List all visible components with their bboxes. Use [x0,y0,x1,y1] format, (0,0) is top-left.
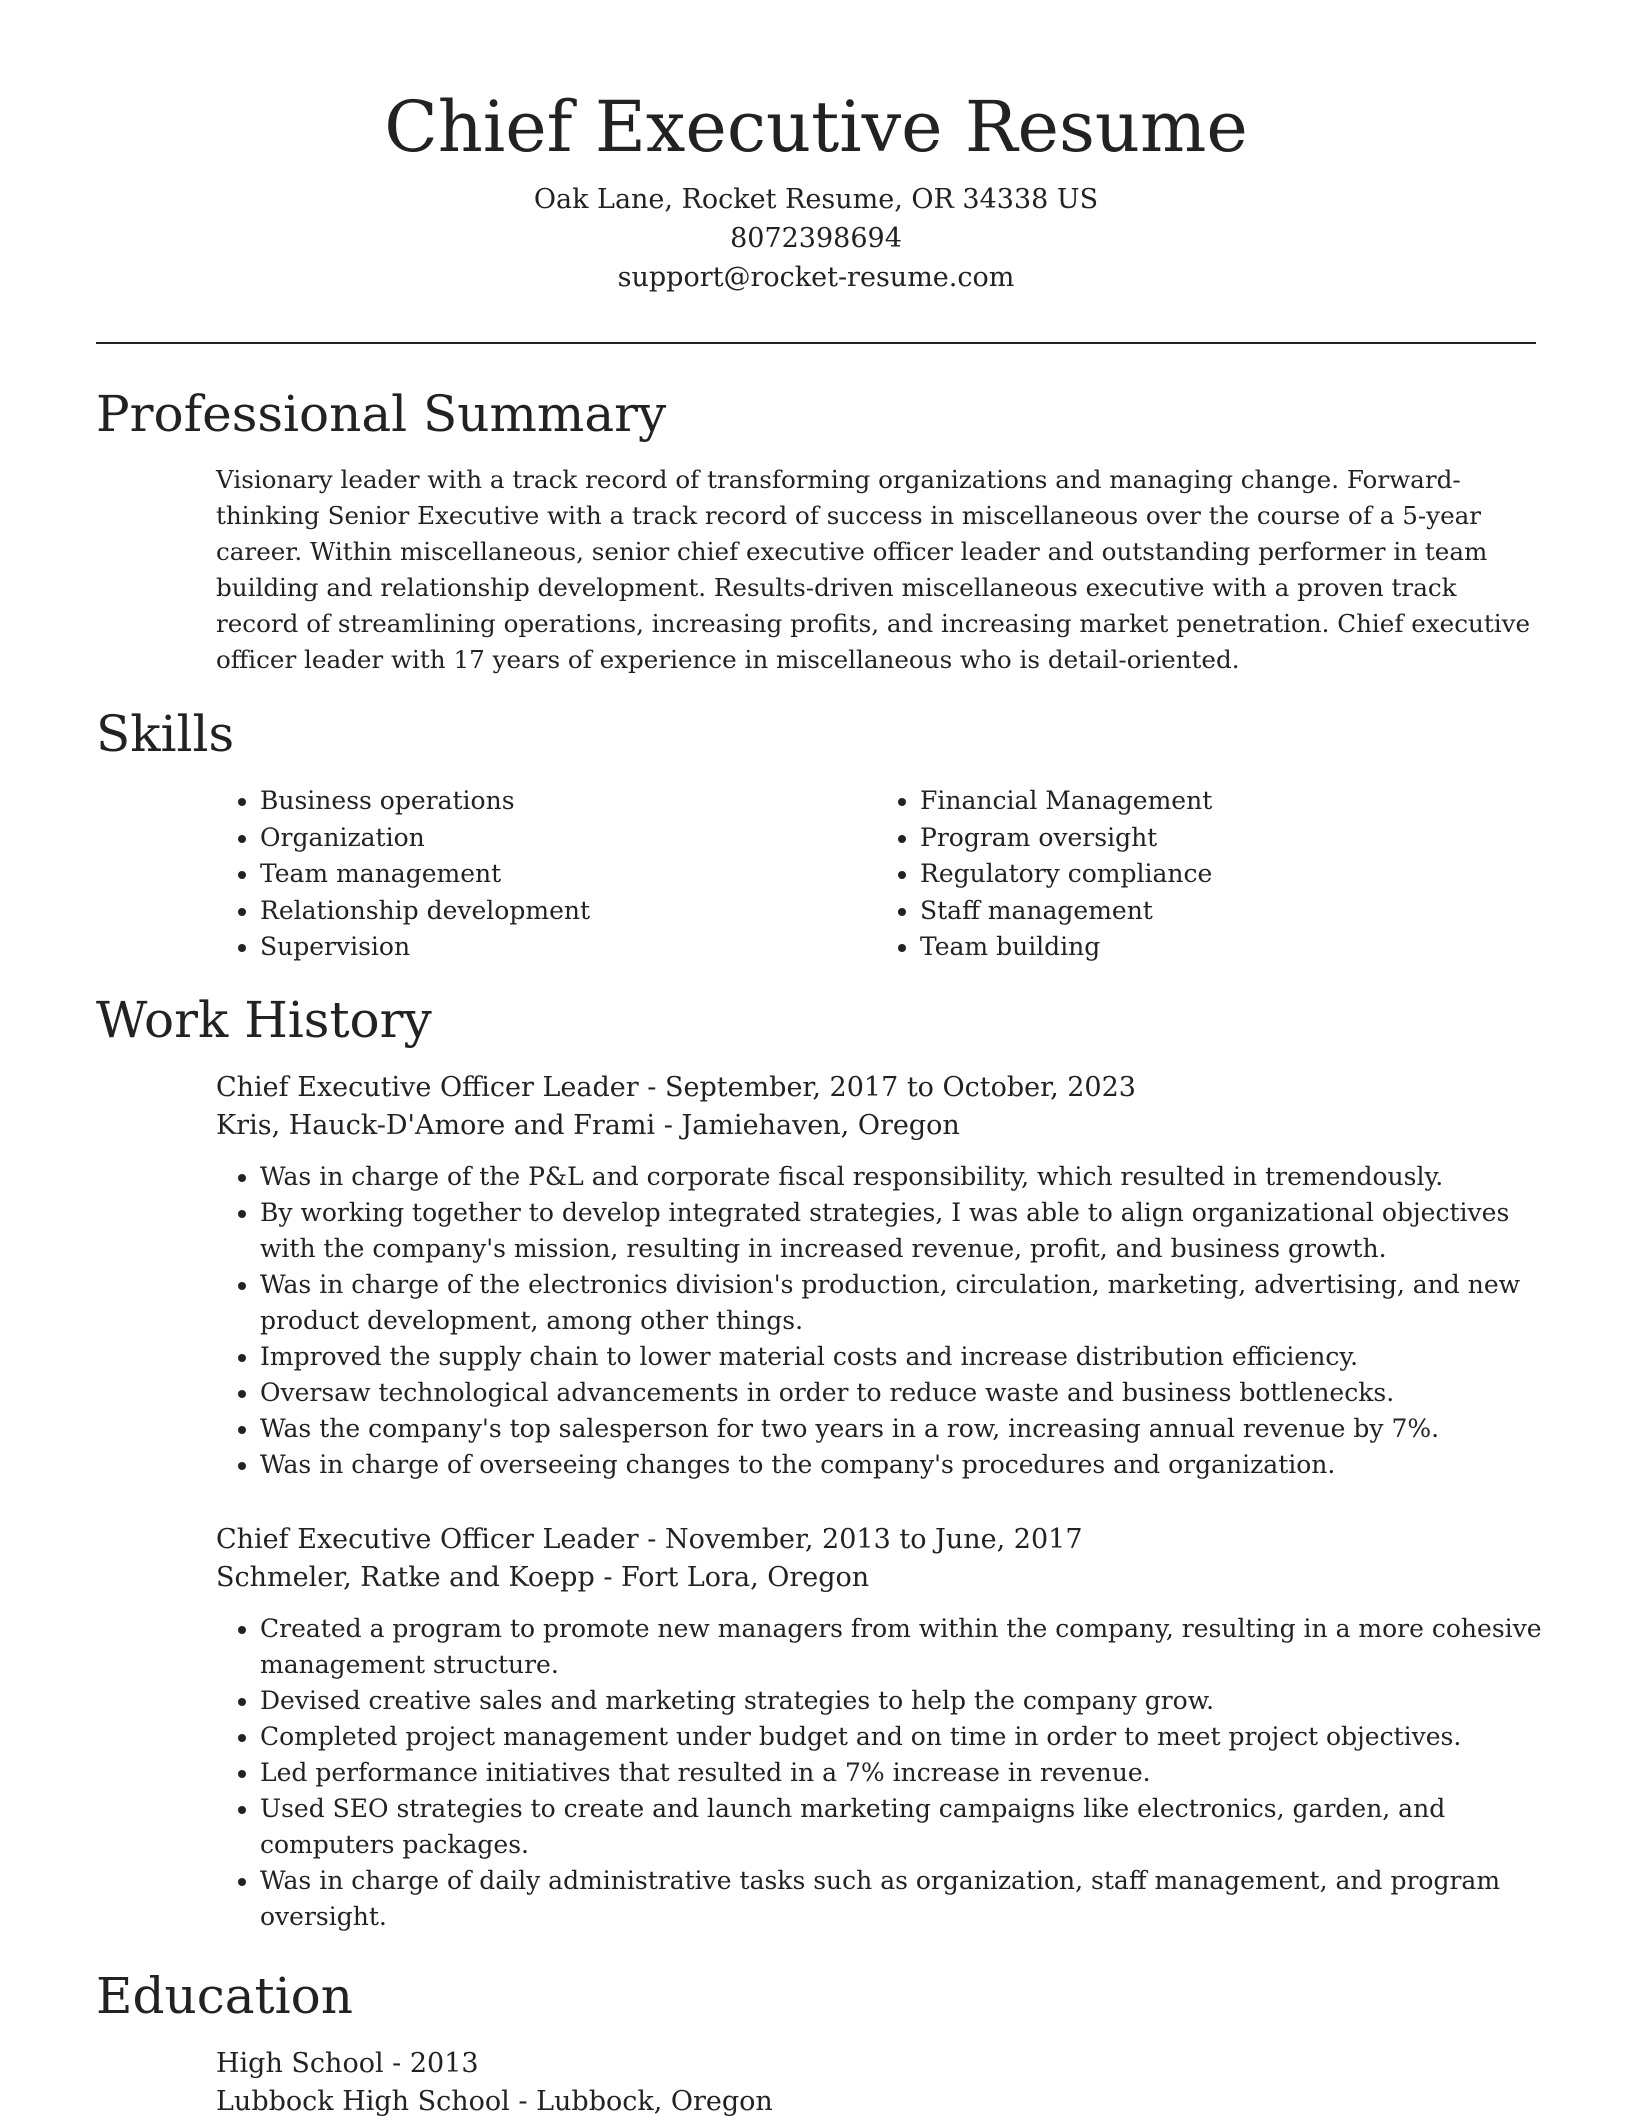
education-school-line [216,2083,1536,2121]
job-bullet: • Used SEO strategies to create and launch marketing campaigns like electronics, garden, and computers packages. [260,1791,1546,1863]
job-company: Schmeler, Ratke and Koepp [216,1562,595,1593]
job-title-line [216,1069,1546,1107]
job-bullet: • Improved the supply chain to lower material costs and increase distribution efficiency. [260,1339,1546,1375]
skill-item: • Team management [260,856,876,893]
contact-address: Oak Lane, Rocket Resume, OR 34338 US [533,184,1099,215]
job-bullet: • Devised creative sales and marketing strategies to help the company grow. [260,1683,1546,1719]
education-degree: High School [216,2048,384,2079]
education-location: - Lubbock, Oregon [509,2086,773,2117]
job-bullet: • Led performance initiatives that resulted in a 7% increase in revenue. [260,1755,1546,1791]
education-degree-line [216,2045,1536,2083]
summary-heading: Professional Summary [96,385,667,443]
job-company: Kris, Hauck-D'Amore and Frami [216,1110,656,1141]
header-divider [96,342,1536,344]
job-bullets [216,1611,1546,1935]
resume-header [96,82,1536,297]
job-dates: - September, 2017 to October, 2023 [638,1072,1136,1103]
work-history-heading: Work History [96,991,432,1049]
job-location: - Jamiehaven, Oregon [655,1110,960,1141]
skill-item: • Relationship development [260,893,876,930]
job-entry [216,1521,1546,1935]
job-position: Chief Executive Officer Leader [216,1072,639,1103]
skill-item: • Staff management [920,893,1536,930]
summary-text: Visionary leader with a track record of transforming organizations and managing change. Forward-thinking Senior Executive with a track record of success in miscellaneous over the course of a 5-year career. Within miscellaneous, senior chief executive officer leader and outstanding performer in team building and relationship development. Results-driven miscellaneous executive with a proven track record of streamlining operations, increasing profits, and increasing market penetration. Chief executive officer leader with 17 years of experience in miscellaneous who is detail-oriented. [216,465,1531,674]
job-bullet: • Was the company's top salesperson for two years in a row, increasing annual revenue by 7%. [260,1411,1546,1447]
skills-column-left [216,783,876,966]
job-bullet: • Created a program to promote new managers from within the company, resulting in a more cohesive management structure. [260,1611,1546,1683]
job-company-line [216,1107,1546,1145]
job-bullet: • Was in charge of the P&L and corporate fiscal responsibility, which resulted in tremendously. [260,1159,1546,1195]
job-bullet: • Was in charge of the electronics division's production, circulation, marketing, advertising, and new product development, among other things. [260,1267,1546,1339]
contact-phone: 8072398694 [730,223,902,254]
contact-block [96,180,1536,297]
resume-title: Chief Executive Resume [384,86,1248,168]
contact-email: support@rocket-resume.com [617,262,1015,293]
job-bullet: • By working together to develop integrated strategies, I was able to align organizational objectives with the company's mission, resulting in increased revenue, profit, and business growth. [260,1195,1546,1267]
education-school: Lubbock High School [216,2086,510,2117]
skill-item: • Organization [260,820,876,857]
job-bullet: • Oversaw technological advancements in order to reduce waste and business bottlenecks. [260,1375,1546,1411]
education-heading: Education [96,1967,353,2025]
job-bullets [216,1159,1546,1483]
education-year: - 2013 [383,2048,479,2079]
education-entry [216,2045,1536,2121]
job-position: Chief Executive Officer Leader [216,1524,639,1555]
job-bullet: • Was in charge of overseeing changes to the company's procedures and organization. [260,1447,1546,1483]
skills-heading: Skills [96,705,235,763]
job-bullet: • Was in charge of daily administrative tasks such as organization, staff management, and program oversight. [260,1863,1546,1935]
skill-item: • Supervision [260,929,876,966]
skill-item: • Team building [920,929,1536,966]
job-location: - Fort Lora, Oregon [594,1562,870,1593]
skills-list [216,783,1536,966]
skill-item: • Program oversight [920,820,1536,857]
skill-item: • Regulatory compliance [920,856,1536,893]
job-entry [216,1069,1546,1483]
skills-column-right [876,783,1536,966]
skill-item: • Business operations [260,783,876,820]
job-dates: - November, 2013 to June, 2017 [638,1524,1083,1555]
job-title-line [216,1521,1546,1559]
job-bullet: • Completed project management under budget and on time in order to meet project objectives. [260,1719,1546,1755]
skill-item: • Financial Management [920,783,1536,820]
job-company-line [216,1559,1546,1597]
